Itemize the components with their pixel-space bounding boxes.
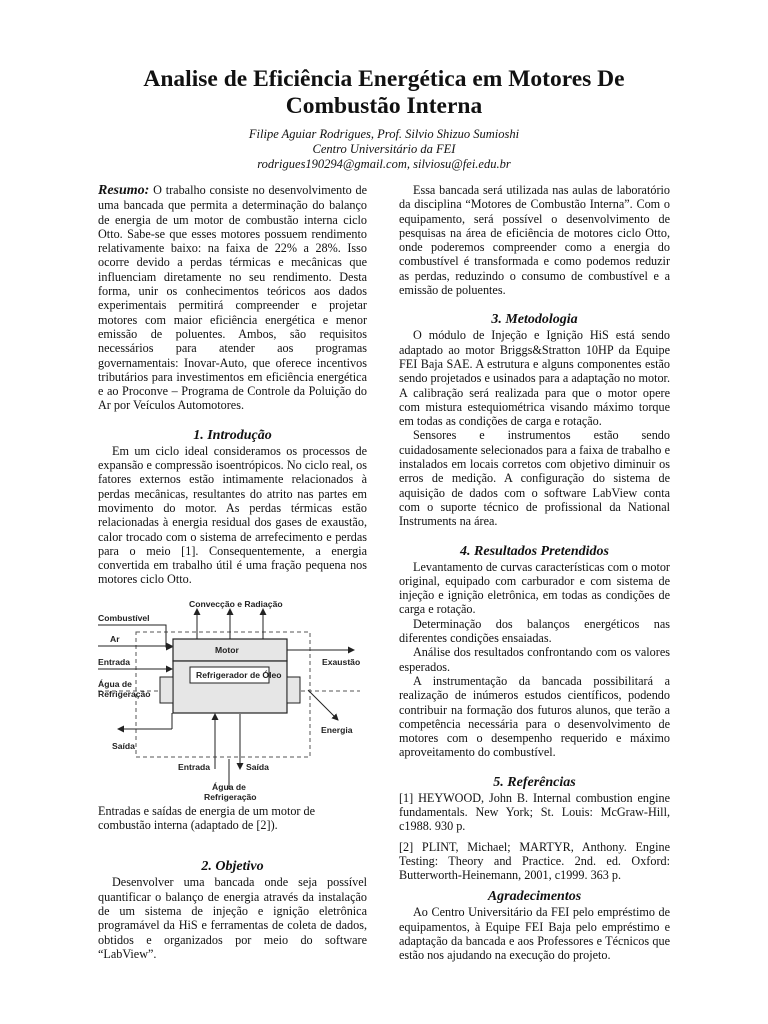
energy-arrow <box>308 690 338 720</box>
left-column <box>98 183 367 961</box>
label-water-left: Água de <box>98 678 132 689</box>
results-p3: Análise dos resultados confrontando com os valores esperados. <box>399 645 670 674</box>
right-shaft <box>287 677 300 703</box>
references-heading: 5. Referências <box>493 774 576 790</box>
left-shaft <box>160 677 173 703</box>
author-names: Filipe Aguiar Rodrigues, Prof. Silvio Shizuo Sumioshi <box>248 127 520 141</box>
label-outlet-left: Saída <box>112 740 135 751</box>
right-intro-text: Essa bancada será utilizada nas aulas de laboratório da disciplina “Motores de Combustão Interna”. Com o equipamento, será possível o desenvolvimento de pesquisas na área de eficiência de motores ciclo Otto, onde poderemos compreender como a energia do combustível é transformada e como podemos reduzir as perdas, reduzindo o consumo de combustível e a emissão de poluentes. <box>399 183 670 298</box>
introduction-heading: 1. Introdução <box>193 427 272 443</box>
reference-item: [1] HEYWOOD, John B. Internal combustion engine fundamentals. New York; St. Louis: McGraw-Hill, c1988. 930 p. <box>399 790 670 834</box>
acknowledgements-heading: Agradecimentos <box>487 889 582 905</box>
author-emails: rodrigues190294@gmail.com, silviosu@fei.edu.br <box>257 157 511 171</box>
abstract-paragraph <box>98 183 367 413</box>
energy-balance-figure <box>98 599 367 804</box>
label-air: Ar <box>110 633 120 644</box>
results-p1: Levantamento de curvas características com o motor original, equipado com carburador e com sistema de injeção e ignição eletrônica, em todas as condições de carga e rotação. <box>399 559 670 617</box>
methodology-heading: 3. Metodologia <box>491 312 578 328</box>
label-energy: Energia <box>321 724 353 735</box>
abstract-text: O trabalho consiste no desenvolvimento de uma bancada que permita a determinação do balanço de energia de um motor de combustão interna ciclo Otto. Sabe-se que esses motores possuem rendimento relativamente baixo: na faixa de 22% a 28%. Isso ocorre devido a perdas térmicas e mecânicas que influenciam diretamente no seu rendimento. Desta forma, unir os conhecimentos teóricos aos dados experimentais permitirá compreender e projetar motores com maior eficiência energética e menor emissão de poluentes. Ambos, são requisitos necessários para atender aos programas governamentais: Inovar-Auto, que oferece incentivos tributários para investimentos em eficiência energética e ao Proconve – Programa de Controle da Poluição do Ar por Veículos Automotores. <box>98 183 368 413</box>
methodology-p2: Sensores e instrumentos estão sendo cuidadosamente selecionados para a faixa de trabalho e instalados em locais corretos com objetivo diminuir os erros de medição. A configuração do sistema de aquisição de dados com o software LabView conta com o suporte técnico de profissional da National Instruments na área. <box>399 428 670 529</box>
reference-item: [2] PLINT, Michael; MARTYR, Anthony. Engine Testing: Theory and Practice. 2nd. ed. Oxford: Butterworth-Heinemann, 2001, c1999. 363 p. <box>399 839 670 883</box>
introduction-text: Em um ciclo ideal consideramos os processos de expansão e compressão isoentrópicos. No ciclo real, os fatores externos estão intimamente relacionados à perdas mecânicas, resultantes do atrito nas partes em movimento do motor. As perdas térmicas estão relacionadas à energia residual dos gases de exaustão, calor trocado com o sistema de arrefecimento e perdas para o meio [1]. Consequentemente, a energia convertida em trabalho útil é uma fração pequena nos motores ciclo Otto. <box>98 443 367 587</box>
label-oil-cooler: Refrigerador de Óleo <box>196 669 282 680</box>
label-fuel: Combustível <box>98 612 150 623</box>
author-block <box>140 127 628 172</box>
results-p4: A instrumentação da bancada possibilitará a realização de inúmeros estudos científicos, podendo contribuir na formação dos futuros alunos, que terão a competência necessária para o desenvolvimento de motores com o desempenho requerido e máximo aproveitamento do combustível. <box>399 673 670 760</box>
label-cooling-left: Refrigeração <box>98 688 151 699</box>
label-cooling-bottom: Refrigeração <box>204 791 257 802</box>
objective-heading: 2. Objetivo <box>201 859 264 875</box>
right-column <box>399 183 670 963</box>
label-motor: Motor <box>215 644 239 655</box>
paper-title: Analise de Eficiência Energética em Motores De Combustão Interna <box>143 66 625 119</box>
label-water-bottom: Água de <box>212 781 246 792</box>
methodology-p1: O módulo de Injeção e Ignição HiS está sendo adaptado ao motor Briggs&Stratton 10HP da Equipe FEI Baja SAE. A estrutura e alguns componentes estão sendo projetados e usinados para a adaptação no motor. A calibração será realizada para que o motor opere com mistura estequiométrica visando máximo torque em todas as condições de carga e rotação. <box>399 328 670 429</box>
figure-caption: Entradas e saídas de energia de um motor de combustão interna (adaptado de [2]). <box>98 803 316 833</box>
engine-diagram <box>98 599 367 804</box>
label-inlet-bottom: Entrada <box>178 761 210 772</box>
label-convection: Convecção e Radiação <box>189 598 283 609</box>
abstract-label: Resumo: <box>98 183 150 198</box>
label-inlet-left: Entrada <box>98 656 130 667</box>
objective-text: Desenvolver uma bancada onde seja possível quantificar o balanço de energia através da instalação de um sistema de injeção e ignição eletrônica programável da HiS e ferramentas de coleta de dados, obtidos e organizados por meio do software “LabView”. <box>98 875 367 961</box>
label-outlet-bottom: Saída <box>246 761 269 772</box>
results-heading: 4. Resultados Pretendidos <box>460 543 609 559</box>
author-institution: Centro Universitário da FEI <box>312 142 456 156</box>
acknowledgements-text: Ao Centro Universitário da FEI pelo empréstimo de equipamentos, à Equipe FEI Baja pelo empréstimo e adaptação da bancada e aos Professores e Técnicos que estão nos ajudando na execução do projeto. <box>399 905 670 963</box>
results-p2: Determinação dos balanços energéticos nas diferentes condições ensaiadas. <box>399 616 670 646</box>
label-exhaust: Exaustão <box>322 656 361 667</box>
